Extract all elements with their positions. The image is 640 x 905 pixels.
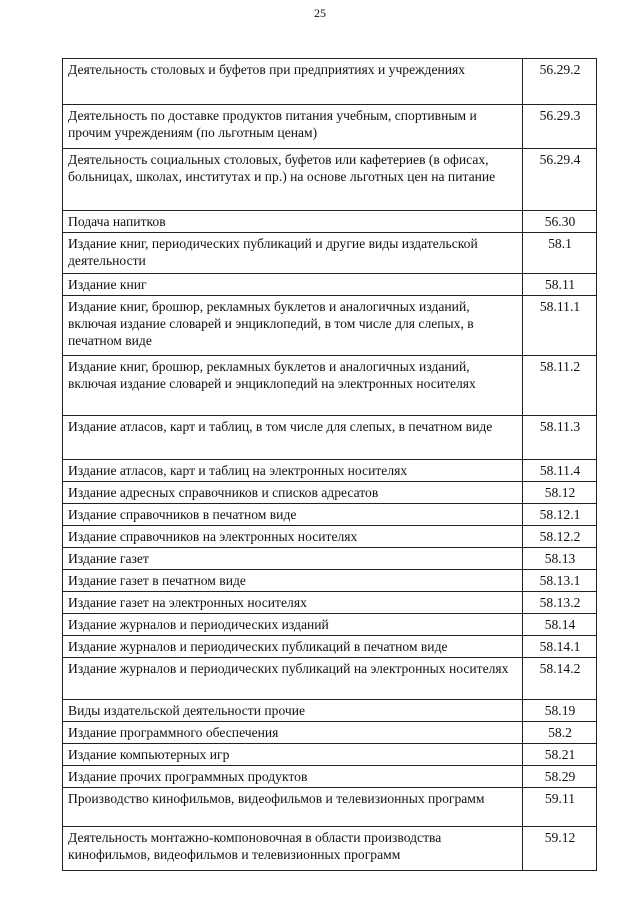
activity-code: 56.29.4 bbox=[523, 149, 597, 211]
activity-code: 58.12.1 bbox=[523, 504, 597, 526]
activity-code: 58.13.2 bbox=[523, 592, 597, 614]
activity-description: Издание журналов и периодических публикаций на электронных носителях bbox=[63, 658, 523, 700]
activity-description: Издание адресных справочников и списков адресатов bbox=[63, 482, 523, 504]
page-number: 25 bbox=[314, 6, 326, 20]
activity-description: Издание справочников в печатном виде bbox=[63, 504, 523, 526]
activity-description: Издание атласов, карт и таблиц на электронных носителях bbox=[63, 460, 523, 482]
table-row bbox=[63, 766, 597, 788]
activity-description: Деятельность столовых и буфетов при предприятиях и учреждениях bbox=[63, 59, 523, 105]
activity-description: Издание книг bbox=[63, 274, 523, 296]
activity-description: Издание программного обеспечения bbox=[63, 722, 523, 744]
activity-code: 58.12.2 bbox=[523, 526, 597, 548]
table-row bbox=[63, 700, 597, 722]
activity-description: Издание газет в печатном виде bbox=[63, 570, 523, 592]
table-row bbox=[63, 149, 597, 211]
activity-codes-table bbox=[62, 58, 597, 871]
table-row bbox=[63, 614, 597, 636]
table-row bbox=[63, 548, 597, 570]
activity-code: 58.19 bbox=[523, 700, 597, 722]
table-body bbox=[63, 59, 597, 871]
table-row bbox=[63, 744, 597, 766]
activity-description: Издание газет на электронных носителях bbox=[63, 592, 523, 614]
activity-description: Подача напитков bbox=[63, 211, 523, 233]
activity-code: 56.29.3 bbox=[523, 105, 597, 149]
activity-description: Издание книг, периодических публикаций и другие виды издательской деятельности bbox=[63, 233, 523, 274]
table-row bbox=[63, 636, 597, 658]
activity-description: Издание книг, брошюр, рекламных буклетов и аналогичных изданий, включая издание словарей и энциклопедий на электронных носителях bbox=[63, 356, 523, 416]
table-row bbox=[63, 211, 597, 233]
activity-description: Издание журналов и периодических изданий bbox=[63, 614, 523, 636]
activity-description: Издание справочников на электронных носителях bbox=[63, 526, 523, 548]
activity-code: 58.2 bbox=[523, 722, 597, 744]
activity-code: 58.14.1 bbox=[523, 636, 597, 658]
activity-description: Издание журналов и периодических публикаций в печатном виде bbox=[63, 636, 523, 658]
table-row bbox=[63, 526, 597, 548]
activity-code: 58.21 bbox=[523, 744, 597, 766]
table-row bbox=[63, 504, 597, 526]
activity-description: Издание книг, брошюр, рекламных буклетов и аналогичных изданий, включая издание словарей и энциклопедий, в том числе для слепых, в печатном виде bbox=[63, 296, 523, 356]
table-row bbox=[63, 827, 597, 871]
table-row bbox=[63, 274, 597, 296]
activity-code: 58.1 bbox=[523, 233, 597, 274]
activity-code: 58.11.1 bbox=[523, 296, 597, 356]
activity-code: 58.11.4 bbox=[523, 460, 597, 482]
activity-code: 59.12 bbox=[523, 827, 597, 871]
activity-code: 58.11 bbox=[523, 274, 597, 296]
table-row bbox=[63, 233, 597, 274]
table-row bbox=[63, 59, 597, 105]
table-row bbox=[63, 416, 597, 460]
table-row bbox=[63, 296, 597, 356]
table-row bbox=[63, 722, 597, 744]
activity-description: Виды издательской деятельности прочие bbox=[63, 700, 523, 722]
activity-code: 58.13.1 bbox=[523, 570, 597, 592]
table-row bbox=[63, 105, 597, 149]
activity-code: 58.13 bbox=[523, 548, 597, 570]
table-row bbox=[63, 592, 597, 614]
activity-description: Деятельность монтажно-компоновочная в области производства кинофильмов, видеофильмов и телевизионных программ bbox=[63, 827, 523, 871]
activity-code: 59.11 bbox=[523, 788, 597, 827]
activity-code: 58.11.2 bbox=[523, 356, 597, 416]
activity-code: 58.29 bbox=[523, 766, 597, 788]
activity-description: Издание прочих программных продуктов bbox=[63, 766, 523, 788]
table-row bbox=[63, 570, 597, 592]
activity-code: 56.30 bbox=[523, 211, 597, 233]
table-row bbox=[63, 658, 597, 700]
activity-description: Производство кинофильмов, видеофильмов и телевизионных программ bbox=[63, 788, 523, 827]
activity-description: Издание атласов, карт и таблиц, в том числе для слепых, в печатном виде bbox=[63, 416, 523, 460]
activity-code: 58.14.2 bbox=[523, 658, 597, 700]
table-row bbox=[63, 788, 597, 827]
activity-description: Деятельность по доставке продуктов питания учебным, спортивным и прочим учреждениям (по льготным ценам) bbox=[63, 105, 523, 149]
activity-code: 56.29.2 bbox=[523, 59, 597, 105]
activity-description: Издание газет bbox=[63, 548, 523, 570]
activity-code: 58.14 bbox=[523, 614, 597, 636]
table-row bbox=[63, 460, 597, 482]
activity-description: Издание компьютерных игр bbox=[63, 744, 523, 766]
activity-description: Деятельность социальных столовых, буфетов или кафетериев (в офисах, больницах, школах, институтах и пр.) на основе льготных цен на питание bbox=[63, 149, 523, 211]
activity-code: 58.12 bbox=[523, 482, 597, 504]
activity-code: 58.11.3 bbox=[523, 416, 597, 460]
table-row bbox=[63, 356, 597, 416]
table-row bbox=[63, 482, 597, 504]
